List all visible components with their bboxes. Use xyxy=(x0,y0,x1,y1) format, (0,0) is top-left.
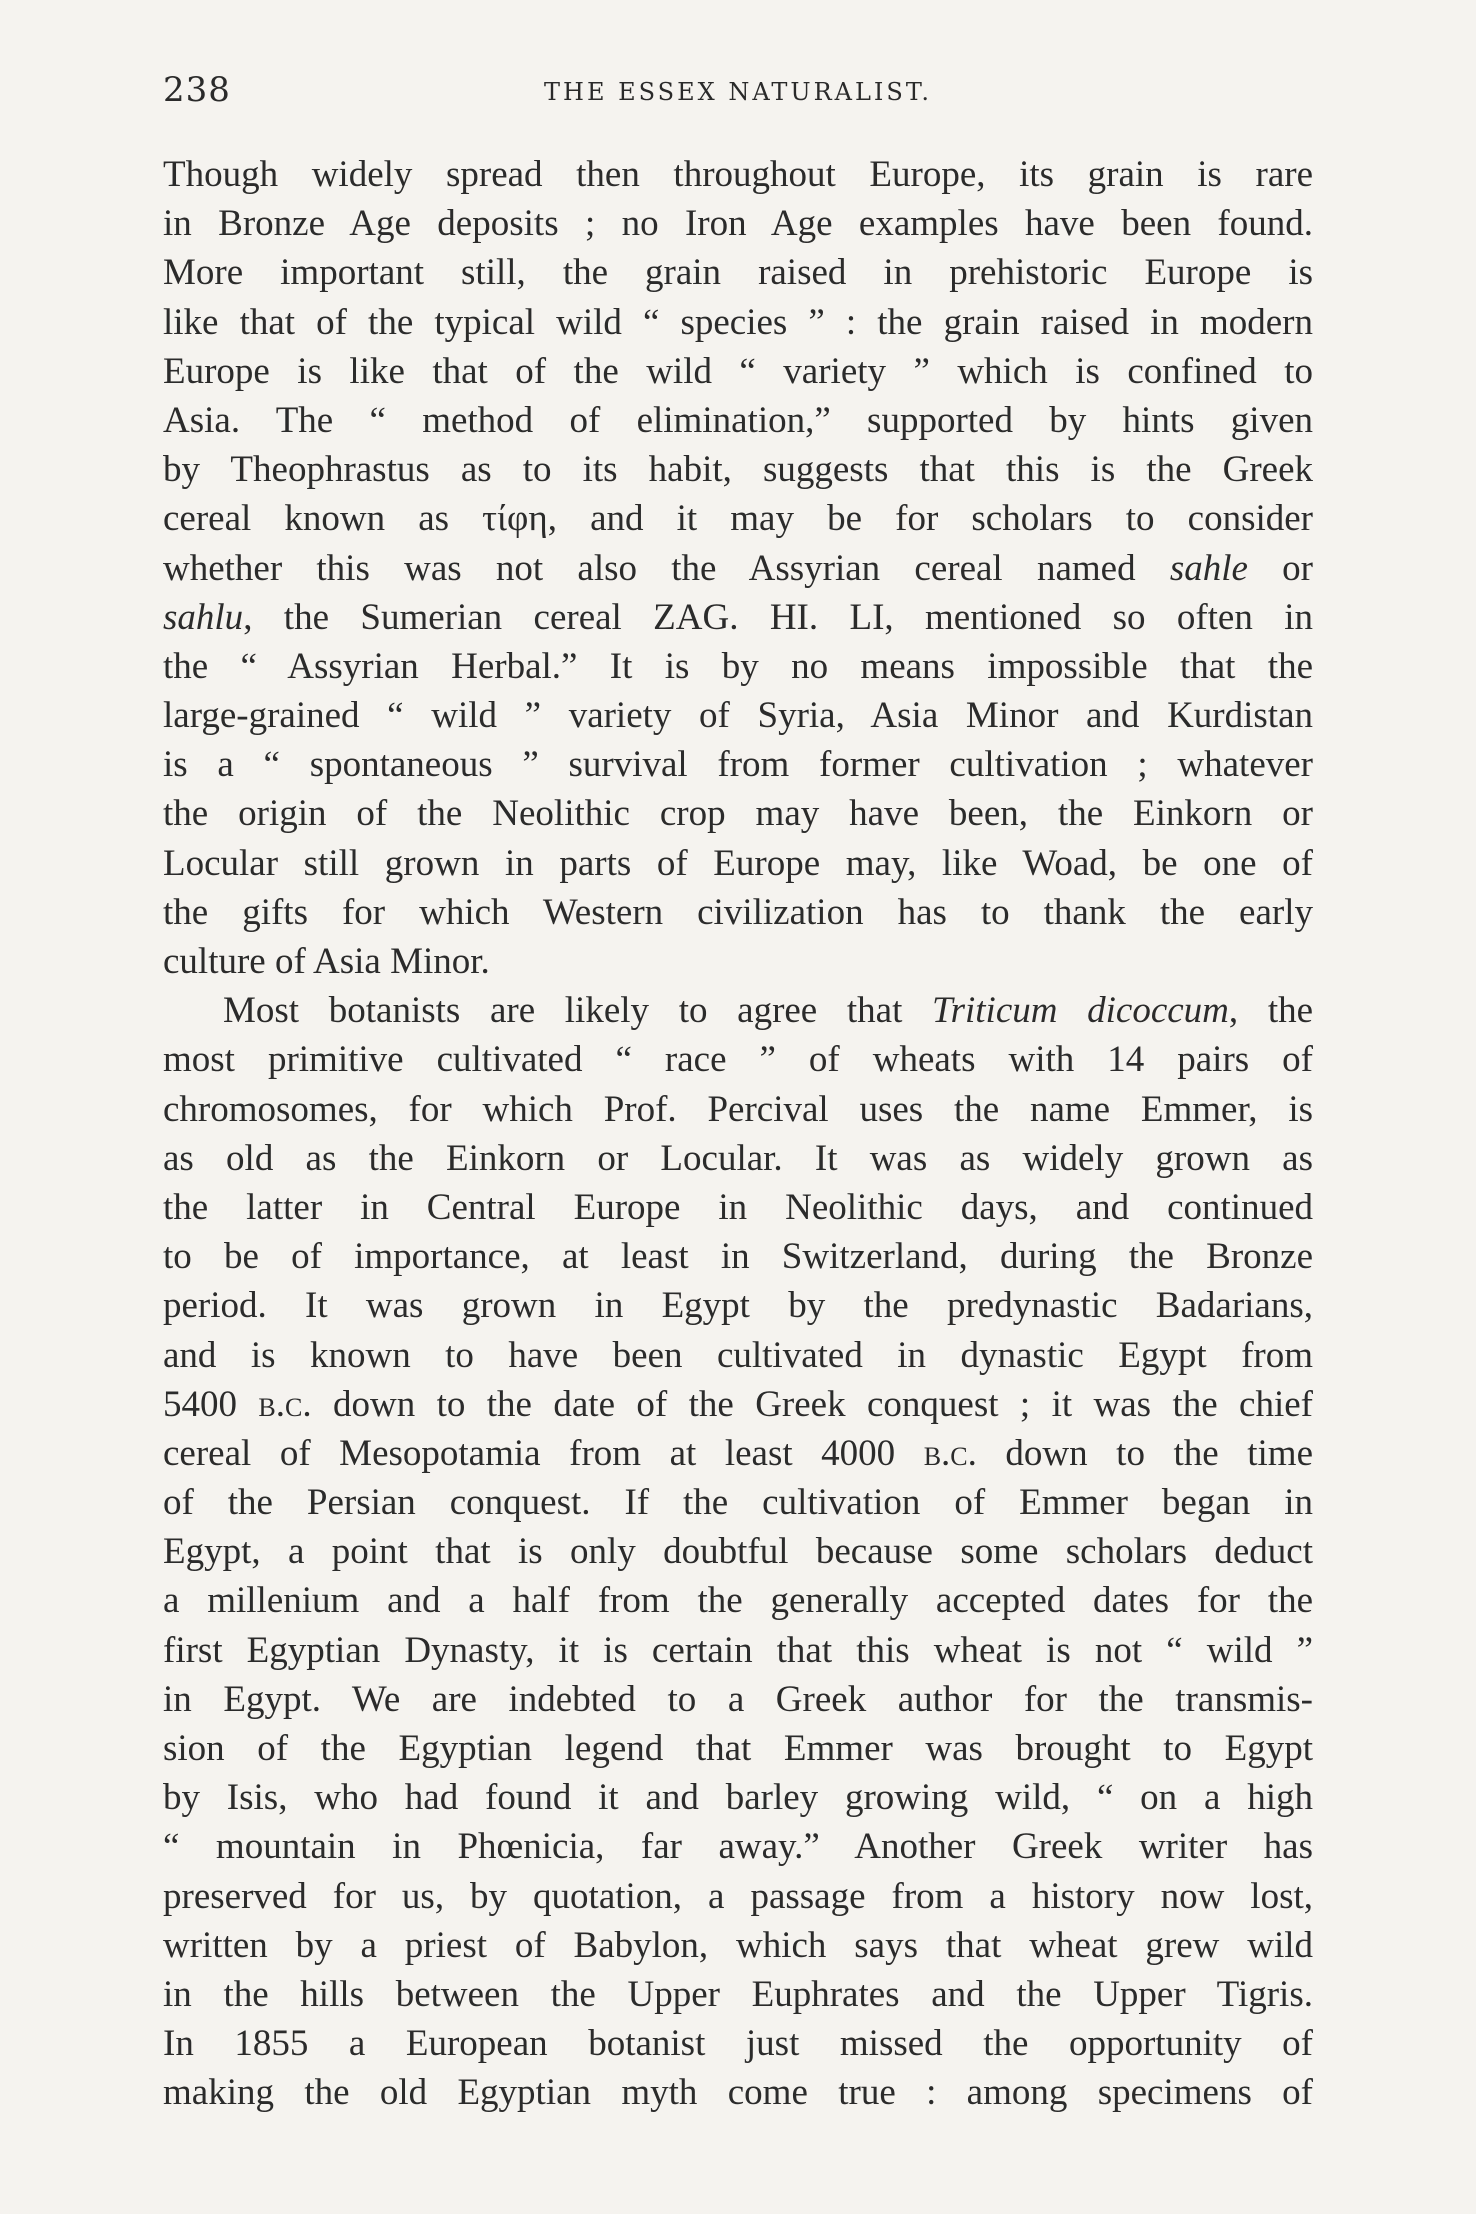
text-line: of the Persian conquest. If the cultivation of Emmer began in xyxy=(163,1482,1313,1524)
text-line: In 1855 a European botanist just missed the opportunity of xyxy=(163,2023,1313,2065)
text-line: to be of importance, at least in Switzerland, during the Bronze xyxy=(163,1236,1313,1278)
text-line: Most botanists are likely to agree that Triticum dicoccum, the xyxy=(223,990,1314,1032)
text-line: the “ Assyrian Herbal.” It is by no means impossible that the xyxy=(163,645,1313,687)
text-line: large-grained “ wild ” variety of Syria, Asia Minor and Kurdistan xyxy=(163,695,1313,737)
text-line: More important still, the grain raised in prehistoric Europe is xyxy=(163,252,1313,294)
text-line: the latter in Central Europe in Neolithic days, and continued xyxy=(163,1186,1313,1228)
text-line: Asia. The “ method of elimination,” supported by hints given xyxy=(163,399,1313,441)
text-line: preserved for us, by quotation, a passage from a history now lost, xyxy=(163,1875,1313,1917)
text-line: Though widely spread then throughout Europe, its grain is rare xyxy=(163,154,1313,195)
text-line: 5400 b.c. down to the date of the Greek conquest ; it was the chief xyxy=(163,1383,1314,1425)
text-line: in Egypt. We are indebted to a Greek author for the transmis- xyxy=(163,1678,1313,1720)
text-line: most primitive cultivated “ race ” of wheats with 14 pairs of xyxy=(163,1039,1313,1081)
page-header xyxy=(163,70,1313,120)
text-line: is a “ spontaneous ” survival from former cultivation ; whatever xyxy=(163,744,1313,786)
page-number: 238 xyxy=(163,70,231,110)
text-line: first Egyptian Dynasty, it is certain that this wheat is not “ wild ” xyxy=(163,1629,1313,1671)
paragraph-1 xyxy=(163,150,1313,986)
text-line: chromosomes, for which Prof. Percival uses the name Emmer, is xyxy=(163,1088,1313,1130)
text-line: cereal of Mesopotamia from at least 4000 b.c. down to the time xyxy=(163,1432,1313,1474)
text-line: in Bronze Age deposits ; no Iron Age examples have been found. xyxy=(163,203,1313,245)
text-line: in the hills between the Upper Euphrates and the Upper Tigris. xyxy=(163,1973,1313,2015)
text-line: like that of the typical wild “ species ” : the grain raised in modern xyxy=(163,301,1313,343)
text-line: the gifts for which Western civilization has to thank the early xyxy=(163,891,1313,933)
text-line: sahlu, the Sumerian cereal ZAG. HI. LI, mentioned so often in xyxy=(163,596,1313,638)
text-line: Europe is like that of the wild “ variety ” which is confined to xyxy=(163,350,1313,392)
body-text xyxy=(163,150,1313,2118)
text-line: written by a priest of Babylon, which says that wheat grew wild xyxy=(163,1924,1313,1966)
text-line: whether this was not also the Assyrian cereal named sahle or xyxy=(163,547,1313,589)
paragraph-2 xyxy=(163,986,1313,2117)
text-line: Egypt, a point that is only doubtful because some scholars deduct xyxy=(163,1531,1313,1573)
text-line: making the old Egyptian myth come true : among specimens of xyxy=(163,2072,1313,2114)
running-head: THE ESSEX NATURALIST. xyxy=(544,78,932,106)
text-line: sion of the Egyptian legend that Emmer was brought to Egypt xyxy=(163,1728,1313,1769)
text-line: Locular still grown in parts of Europe may, like Woad, be one of xyxy=(163,842,1313,884)
text-line: culture of Asia Minor. xyxy=(163,941,490,982)
text-line: cereal known as τίφη, and it may be for scholars to consider xyxy=(163,498,1313,540)
text-line: a millenium and a half from the generally accepted dates for the xyxy=(163,1580,1313,1622)
text-line: by Theophrastus as to its habit, suggests that this is the Greek xyxy=(163,449,1313,491)
text-line: and is known to have been cultivated in dynastic Egypt from xyxy=(163,1334,1313,1376)
text-line: as old as the Einkorn or Locular. It was as widely grown as xyxy=(163,1137,1313,1179)
text-line: by Isis, who had found it and barley growing wild, “ on a high xyxy=(163,1777,1313,1819)
text-line: “ mountain in Phœnicia, far away.” Another Greek writer has xyxy=(163,1826,1313,1868)
text-line: period. It was grown in Egypt by the predynastic Badarians, xyxy=(163,1285,1313,1327)
text-line: the origin of the Neolithic crop may have been, the Einkorn or xyxy=(163,793,1313,835)
